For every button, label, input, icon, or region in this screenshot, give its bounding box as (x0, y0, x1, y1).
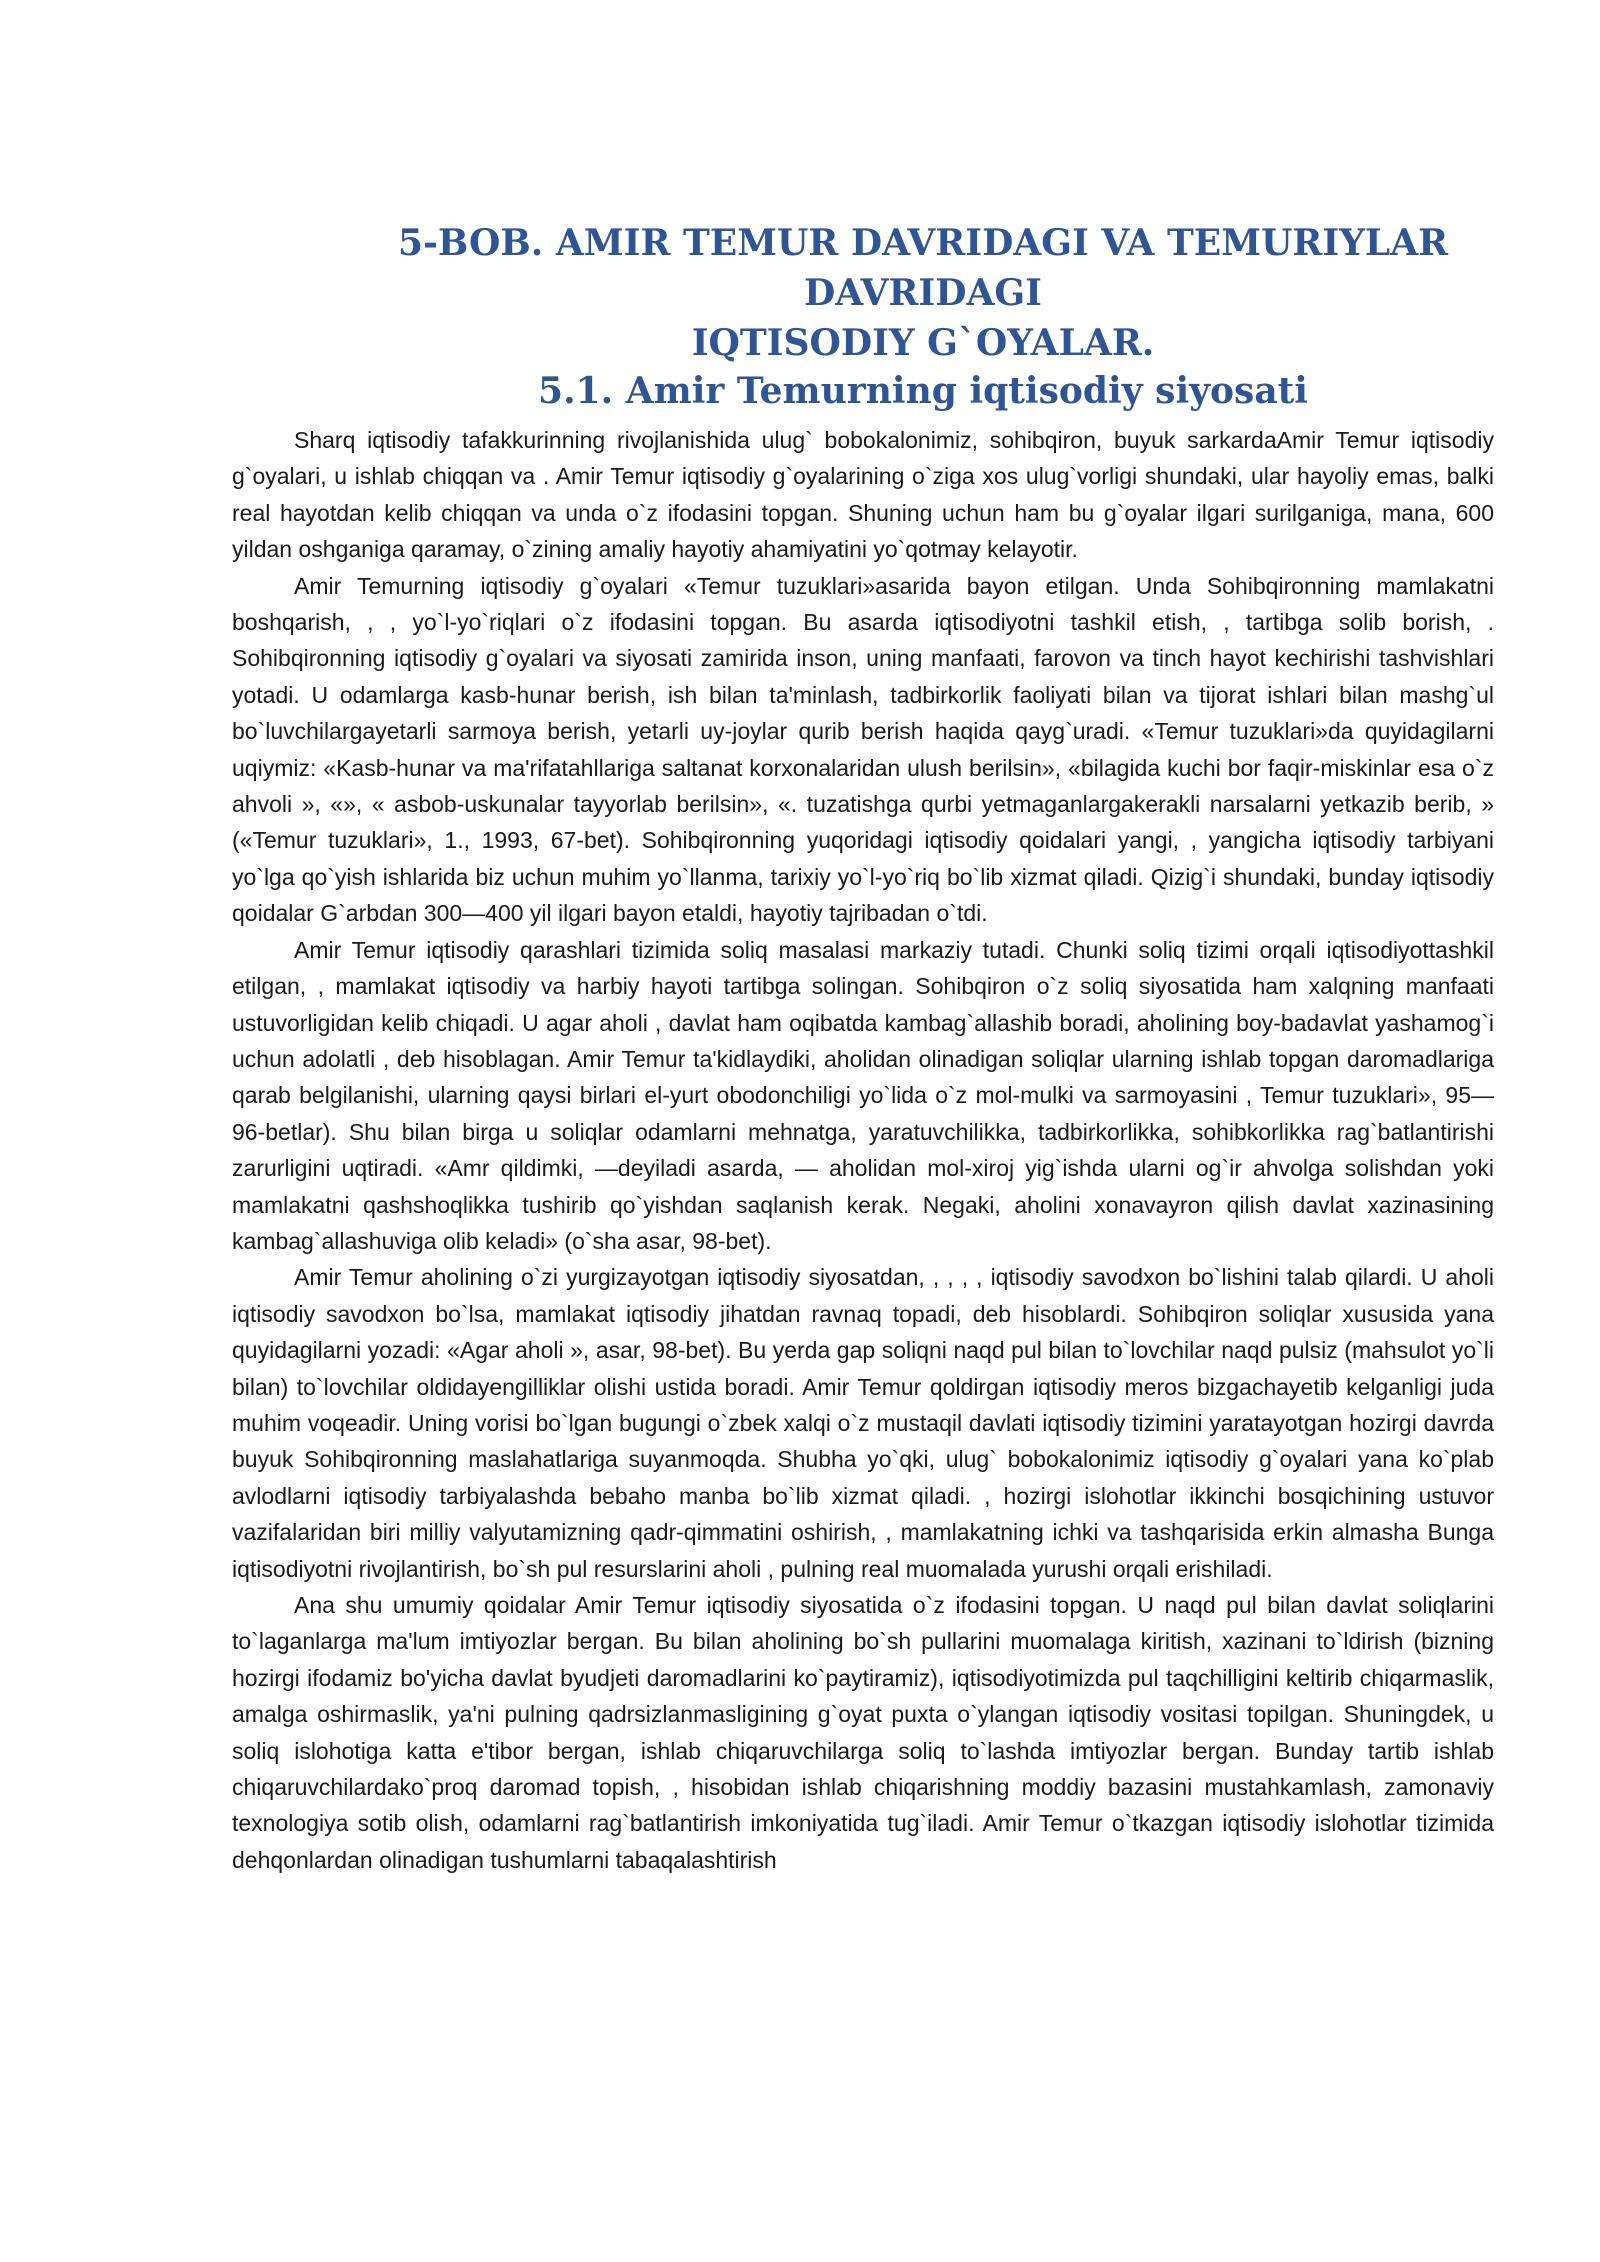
chapter-title-line2: IQTISODIY G`OYALAR. (691, 322, 1155, 364)
document-body (232, 422, 1494, 1878)
paragraph: Amir Temurning iqtisodiy g`oyalari «Temur tuzuklari»asarida bayon etilgan. Unda Sohibqironning mamlakatni boshqarish, , , yo`l-yo`riqlari o`z ifodasini topgan. Bu asarda iqtisodiyotni tashkil etish, , tartibga solib borish, . Sohibqironning iqtisodiy g`oyalari va siyosati zamirida inson, uning manfaati, farovon va tinch hayot kechirishi tashvishlari yotadi. U odamlarga kasb-hunar berish, ish bilan ta'minlash, tadbirkorlik faoliyati bilan va tijorat ishlari bilan mashg`ul bo`luvchilargayetarli sarmoya berish, yetarli uy-joylar qurib berish haqida qayg`uradi. «Temur tuzuklari»da quyidagilarni uqiymiz: «Kasb-hunar va ma'rifatahllariga saltanat korxonalaridan ulush berilsin», «bilagida kuchi bor faqir-miskinlar esa o`z ahvoli », «», « asbob-uskunalar tayyorlab berilsin», «. tuzatishga qurbi yetmaganlargakerakli narsalarni yetkazib berib, » («Temur tuzuklari», 1., 1993, 67-bet). Sohibqironning yuqoridagi iqtisodiy qoidalari yangi, , yangicha iqtisodiy tarbiyani yo`lga qo`yish ishlarida biz uchun muhim yo`llanma, tarixiy yo`l-yo`riq bo`lib xizmat qiladi. Qizig`i shundaki, bunday iqtisodiy qoidalar G`arbdan 300—400 yil ilgari bayon etaldi, hayotiy tajribadan o`tdi. (232, 572, 1494, 927)
paragraph: Ana shu umumiy qoidalar Amir Temur iqtisodiy siyosatida o`z ifodasini topgan. U naqd pul bilan davlat soliqlarini to`laganlarga ma'lum imtiyozlar bergan. Bu bilan aholining bo`sh pullarini muomalaga kiritish, xazinani to`ldirish (bizning hozirgi ifodamiz bo'yicha davlat byudjeti daromadlarini ko`paytiramiz), iqtisodiyotimizda pul taqchilligini keltirib chiqarmaslik, amalga oshirmaslik, ya'ni pulning qadrsizlanmasligining g`oyat puxta o`ylangan iqtisodiy vositasi topilgan. Shuningdek, u soliq islohotiga katta e'tibor bergan, ishlab chiqaruvchilarga soliq to`lashda imtiyozlar bergan. Bunday tartib ishlab chiqaruvchilardako`proq daromad topish, , hisobidan ishlab chiqarishning moddiy bazasini mustahkamlash, zamonaviy texnologiya sotib olish, odamlarni rag`batlantirish imkoniyatida tug`iladi. Amir Temur o`tkazgan iqtisodiy islohotlar tizimida dehqonlardan olinadigan tushumlarni tabaqalashtirish (232, 1592, 1494, 1873)
chapter-title-line1: 5-BOB. AMIR TEMUR DAVRIDAGI VA TEMURIYLAR DAVRIDAGI (397, 222, 1449, 314)
section-title: 5.1. Amir Temurning iqtisodiy siyosati (538, 370, 1308, 412)
chapter-title (232, 218, 1494, 368)
paragraph: Amir Temur iqtisodiy qarashlari tizimida soliq masalasi markaziy tutadi. Chunki soliq tizimi orqali iqtisodiyottashkil etilgan, , mamlakat iqtisodiy va harbiy hayoti tartibga solingan. Sohibqiron o`z soliq siyosatida ham xalqning manfaati ustuvorligidan kelib chiqadi. U agar aholi , davlat ham oqibatda kambag`allashib boradi, aholining boy-badavlat yashamog`i uchun adolatli , deb hisoblagan. Amir Temur ta'kidlaydiki, aholidan olinadigan soliqlar ularning ishlab topgan daromadlariga qarab belgilanishi, ularning qaysi birlari el-yurt obodonchiligi yo`lida o`z mol-mulki va sarmoyasini , Temur tuzuklari», 95—96-betlar). Shu bilan birga u soliqlar odamlarni mehnatga, yaratuvchilikka, tadbirkorlikka, sohibkorlikka rag`batlantirishi zarurligini uqtiradi. «Amr qildimki, —deyiladi asarda, — aholidan mol-xiroj yig`ishda ularni og`ir ahvolga solishdan yoki mamlakatni qashshoqlikka tushirib qo`yishdan saqlanish kerak. Negaki, aholini xonavayron qilish davlat xazinasining kambag`allashuviga olib keladi» (o`sha asar, 98-bet). (232, 936, 1494, 1254)
paragraph: Amir Temur aholining o`zi yurgizayotgan iqtisodiy siyosatdan, , , , , iqtisodiy savodxon bo`lishini talab qilardi. U aholi iqtisodiy savodxon bo`lsa, mamlakat iqtisodiy jihatdan ravnaq topadi, deb hisoblardi. Sohibqiron soliqlar xususida yana quyidagilarni yozadi: «Agar aholi », asar, 98-bet). Bu yerda gap soliqni naqd pul bilan to`lovchilar naqd pulsiz (mahsulot yo`li bilan) to`lovchilar oldidayengilliklar olishi ustida boradi. Amir Temur qoldirgan iqtisodiy meros bizgachayetib kelganligi juda muhim voqeadir. Uning vorisi bo`lgan bugungi o`zbek xalqi o`z mustaqil davlati iqtisodiy tizimini yaratayotgan hozirgi davrda buyuk Sohibqironning maslahatlariga suyanmoqda. Shubha yo`qki, ulug` bobokalonimiz iqtisodiy g`oyalari yana ko`plab avlodlarni iqtisodiy tarbiyalashda bebaho manba bo`lib xizmat qiladi. , hozirgi islohotlar ikkinchi bosqichining ustuvor vazifalaridan biri milliy valyutamizning qadr-qimmatini oshirish, , mamlakatning ichki va tashqarisida erkin almasha Bunga iqtisodiyotni rivojlantirish, bo`sh pul resurslarini aholi , pulning real muomalada yurushi orqali erishiladi. (232, 1264, 1494, 1582)
document-page (232, 218, 1494, 1878)
paragraph: Sharq iqtisodiy tafakkurinning rivojlanishida ulug` bobokalonimiz, sohibqiron, buyuk sarkardaAmir Temur iqtisodiy g`oyalari, u ishlab chiqqan va . Amir Temur iqtisodiy g`oyalarining o`ziga xos ulug`vorligi shundaki, ular hayoliy emas, balki real hayotdan kelib chiqqan va unda o`z ifodasini topgan. Shuning uchun ham bu g`oyalar ilgari surilganiga, mana, 600 yildan oshganiga qaramay, o`zining amaliy hayotiy ahamiyatini yo`qotmay kelayotir. (232, 427, 1494, 563)
